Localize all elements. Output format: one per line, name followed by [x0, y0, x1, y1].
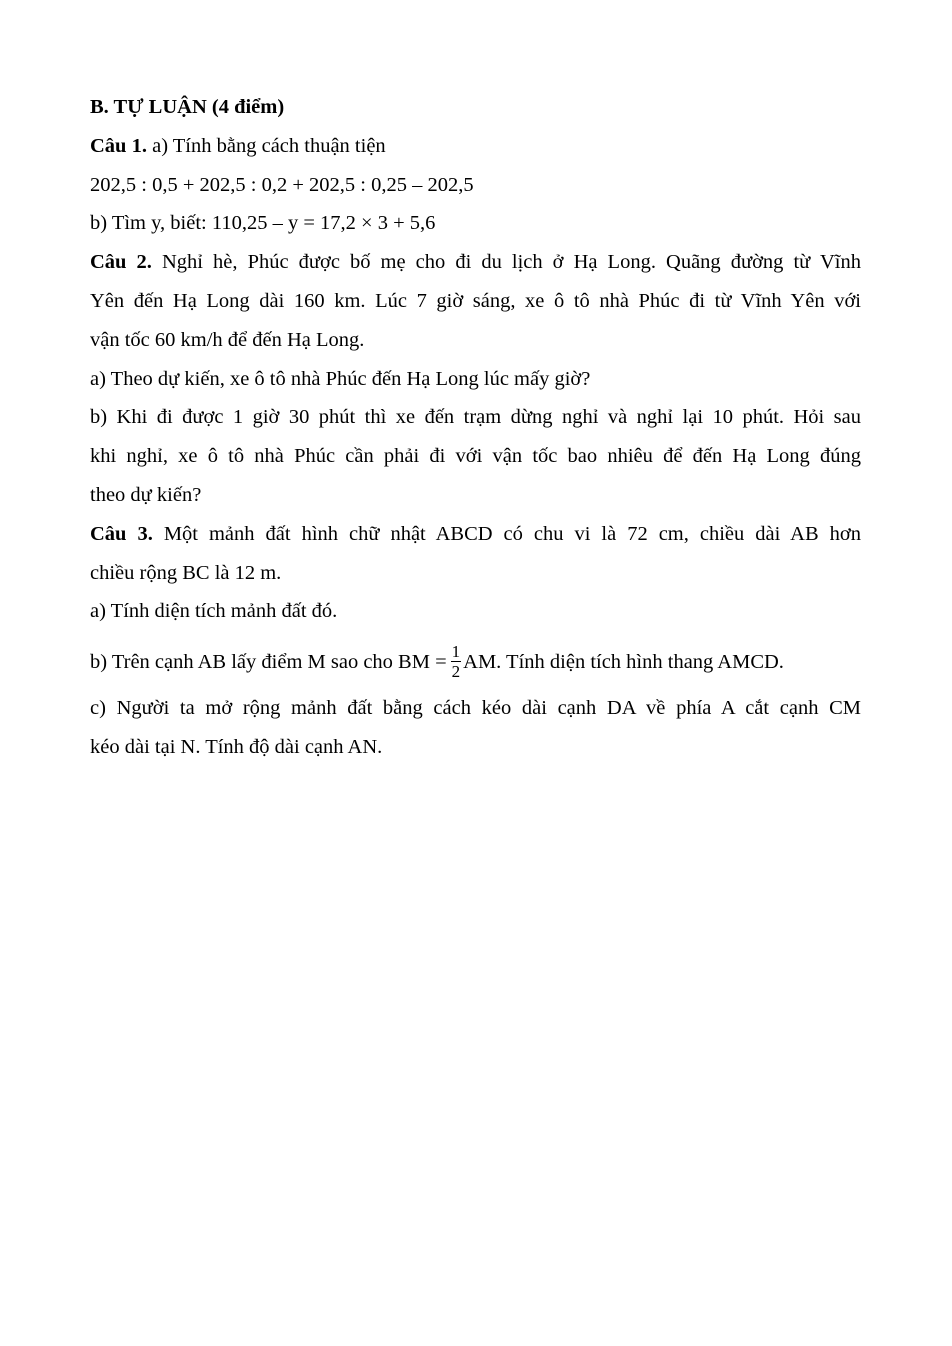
question-2-line-2: Yên đến Hạ Long dài 160 km. Lúc 7 giờ sáng, xe ô tô nhà Phúc đi từ Vĩnh Yên với — [90, 289, 861, 312]
question-1-label: Câu 1. — [90, 134, 147, 157]
question-2-part-a: a) Theo dự kiến, xe ô tô nhà Phúc đến Hạ Long lúc mấy giờ? — [90, 367, 591, 390]
section-title: B. TỰ LUẬN (4 điểm) — [90, 96, 285, 118]
question-2-line-3: vận tốc 60 km/h để đến Hạ Long. — [90, 328, 365, 351]
question-1-expression: 202,5 : 0,5 + 202,5 : 0,2 + 202,5 : 0,25 – 202,5 — [90, 173, 474, 196]
fraction-one-half — [451, 642, 462, 681]
question-3-line-1: Câu 3. Một mảnh đất hình chữ nhật ABCD có chu vi là 72 cm, chiều dài AB hơn — [90, 522, 861, 545]
question-1-part-b: b) Tìm y, biết: 110,25 – y = 17,2 × 3 + 5,6 — [90, 212, 436, 235]
question-1-part-a: Câu 1. a) Tính bằng cách thuận tiện — [90, 134, 386, 157]
fraction-denominator: 2 — [451, 661, 461, 681]
question-3-part-a: a) Tính diện tích mảnh đất đó. — [90, 600, 338, 623]
question-2-line-1: Câu 2. Nghỉ hè, Phúc được bố mẹ cho đi du lịch ở Hạ Long. Quãng đường từ Vĩnh — [90, 251, 861, 274]
question-3-label: Câu 3. — [90, 522, 153, 545]
question-2-part-b-line-3: theo dự kiến? — [90, 483, 202, 506]
question-3-part-c-line-2: kéo dài tại N. Tính độ dài cạnh AN. — [90, 735, 383, 758]
question-2-part-b-line-1: b) Khi đi được 1 giờ 30 phút thì xe đến trạm dừng nghỉ và nghỉ lại 10 phút. Hỏi sau — [90, 406, 861, 429]
question-2-label: Câu 2. — [90, 251, 152, 274]
question-3-line-2: chiều rộng BC là 12 m. — [90, 561, 282, 584]
fraction-numerator: 1 — [451, 641, 461, 661]
question-3-part-c-line-1: c) Người ta mở rộng mảnh đất bằng cách kéo dài cạnh DA về phía A cắt cạnh CM — [90, 697, 861, 720]
question-3-part-b: b) Trên cạnh AB lấy điểm M sao cho BM = $\frac{1}{2}$ AM. Tính diện tích hình thang AMCD. — [90, 641, 784, 681]
question-2-part-b-line-2: khi nghỉ, xe ô tô nhà Phúc cần phải đi với vận tốc bao nhiêu để đến Hạ Long đúng — [90, 445, 861, 468]
document-page — [90, 88, 861, 767]
